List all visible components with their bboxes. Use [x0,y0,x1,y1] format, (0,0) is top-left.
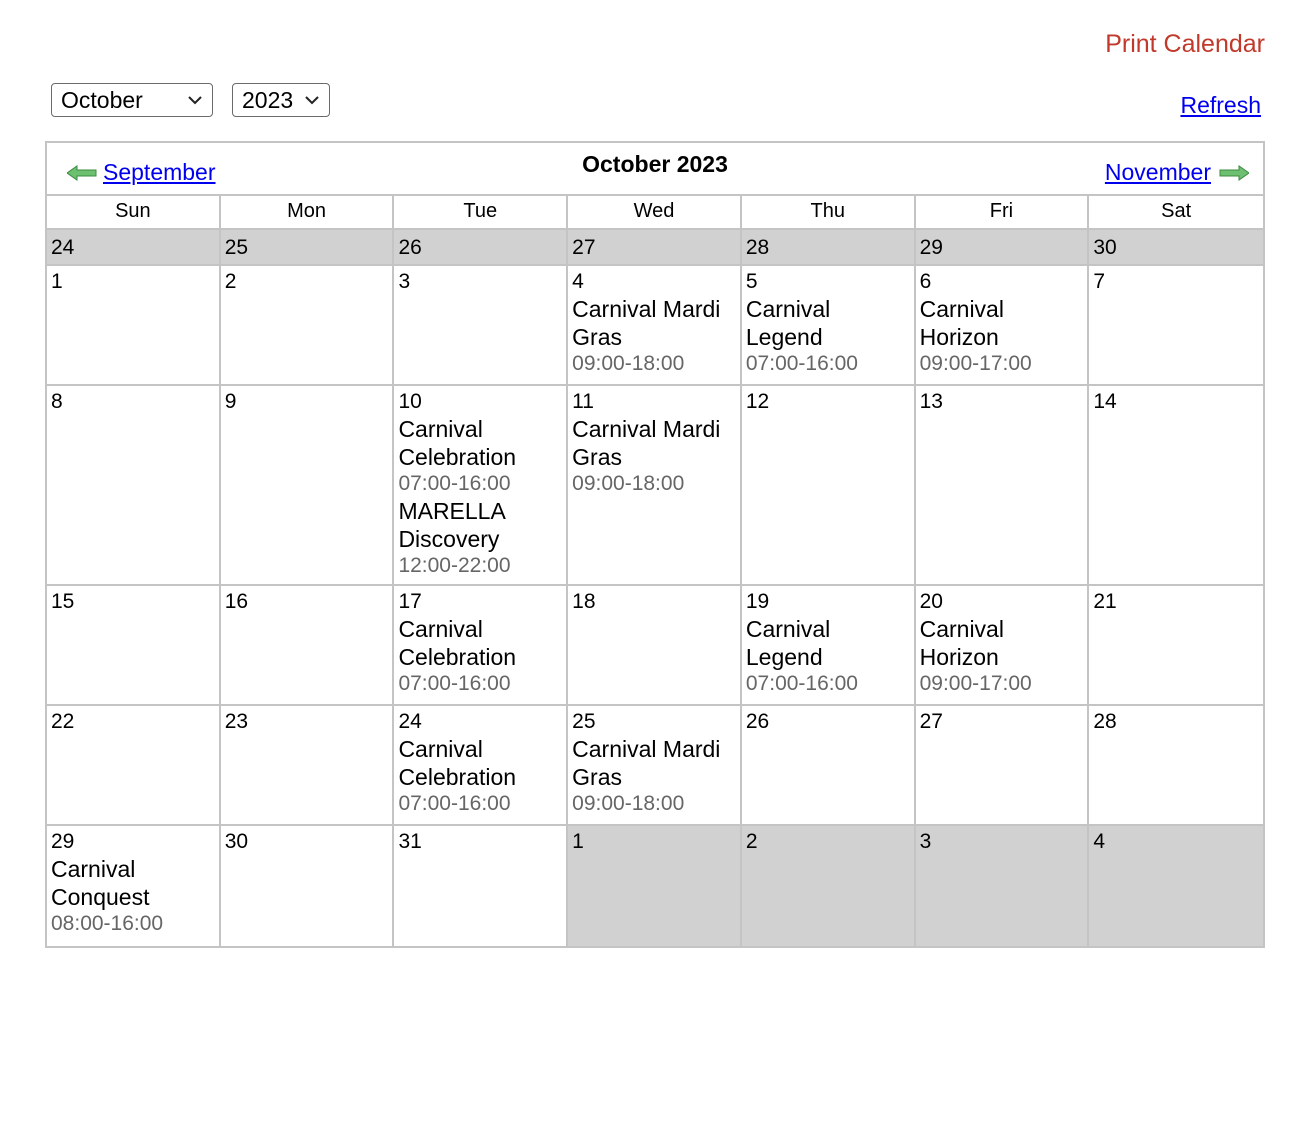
weekday-header: Fri [916,196,1090,228]
day-number: 6 [919,270,932,293]
month-select[interactable] [51,83,213,117]
day-number: 24 [51,236,75,259]
day-number: 30 [1093,236,1117,259]
calendar-event[interactable] [572,415,736,497]
event-name: Carnival Mardi Gras [572,296,721,350]
event-time: 07:00-16:00 [745,352,858,375]
calendar-day-cell-other-month[interactable] [742,230,916,264]
weekday-header: Mon [221,196,395,228]
event-name: Carnival Legend [745,616,831,670]
day-number: 13 [919,390,943,413]
day-number: 29 [51,830,75,853]
next-month-link[interactable] [1105,159,1249,186]
calendar-day-cell[interactable] [916,586,1090,704]
calendar-day-cell[interactable] [394,826,568,946]
calendar-day-cell-other-month[interactable] [221,230,395,264]
calendar-day-cell[interactable] [742,706,916,824]
day-number: 2 [745,830,758,853]
event-name: Carnival Horizon [919,616,1004,670]
calendar-day-cell-other-month[interactable] [1089,826,1263,946]
day-number: 20 [919,590,943,613]
weekday-header: Sat [1161,200,1192,222]
day-number: 1 [572,830,584,853]
calendar-event[interactable] [398,615,562,697]
calendar-header [47,143,1263,196]
event-time: 09:00-17:00 [919,672,1032,695]
month-select-value: October [61,86,143,113]
event-time: 09:00-18:00 [572,792,685,815]
next-month-label: November [1104,159,1211,185]
day-number: 12 [745,390,770,413]
weekday-header: Wed [568,196,742,228]
day-number: 8 [51,390,63,413]
event-time: 07:00-16:00 [398,472,511,495]
day-number: 9 [224,390,237,413]
day-number: 3 [919,830,932,853]
calendar-day-cell[interactable] [916,266,1090,384]
calendar-week-row [47,826,1263,946]
calendar-day-cell-other-month[interactable] [742,826,916,946]
calendar-week-row [47,266,1263,386]
calendar-event[interactable] [920,615,1084,697]
event-time: 07:00-16:00 [398,672,511,695]
calendar-event[interactable] [398,735,562,817]
event-name: Carnival Celebration [398,616,517,670]
day-number: 19 [745,590,770,613]
calendar-day-cell[interactable] [1089,266,1263,384]
calendar-day-cell-other-month[interactable] [47,230,221,264]
day-number: 26 [398,236,422,259]
calendar-day-cell[interactable] [742,386,916,584]
day-number: 1 [51,270,63,293]
day-number: 4 [572,270,584,293]
calendar-day-cell[interactable] [1089,706,1263,824]
calendar-day-cell[interactable] [47,706,221,824]
calendar-day-cell-other-month[interactable] [568,826,742,946]
calendar-day-cell[interactable] [742,266,916,384]
day-number: 27 [919,710,943,733]
event-time: 07:00-16:00 [745,672,858,695]
calendar-day-cell[interactable] [221,266,395,384]
calendar-day-cell[interactable] [47,586,221,704]
event-time: 08:00-16:00 [51,912,164,935]
calendar-day-cell[interactable] [47,386,221,584]
refresh-link[interactable]: Refresh [1180,92,1261,118]
day-number: 4 [1093,830,1105,853]
calendar-day-cell[interactable] [221,826,395,946]
day-number: 26 [745,710,770,733]
day-number: 28 [745,236,770,259]
calendar-day-cell[interactable] [221,386,395,584]
calendar-day-cell-other-month[interactable] [916,826,1090,946]
weekday-header-row [47,196,1263,230]
chevron-down-icon [186,91,204,109]
year-select-value: 2023 [242,86,294,113]
day-number: 3 [398,270,411,293]
event-name: Carnival Mardi Gras [572,736,721,790]
calendar-day-cell[interactable] [742,586,916,704]
calendar-day-cell[interactable] [47,826,221,946]
print-calendar-link[interactable]: Print Calendar [1105,30,1265,58]
day-number: 23 [224,710,249,733]
calendar-day-cell[interactable] [394,586,568,704]
calendar-day-cell[interactable] [916,386,1090,584]
calendar-day-cell[interactable] [568,266,742,384]
event-name: Carnival Conquest [51,856,150,910]
calendar-day-cell-other-month[interactable] [916,230,1090,264]
chevron-down-icon [303,91,321,109]
calendar-event[interactable] [746,295,910,377]
calendar-grid [47,230,1263,946]
event-name: Carnival Mardi Gras [572,416,721,470]
arrow-right-icon [1219,165,1249,181]
calendar-week-row [47,386,1263,586]
day-number: 16 [224,590,249,613]
calendar-day-cell[interactable] [394,386,568,584]
calendar-day-cell[interactable] [221,706,395,824]
calendar-day-cell[interactable] [394,266,568,384]
event-time: 09:00-17:00 [919,352,1032,375]
calendar-day-cell-other-month[interactable] [568,230,742,264]
calendar-week-row [47,586,1263,706]
calendar-day-cell[interactable] [221,586,395,704]
calendar-event[interactable] [920,295,1084,377]
year-select[interactable] [232,83,330,117]
day-number: 17 [398,590,422,613]
day-number: 11 [572,390,594,413]
day-number: 28 [1093,710,1117,733]
calendar-day-cell[interactable] [394,706,568,824]
day-number: 27 [572,236,596,259]
event-name: Carnival Legend [745,296,831,350]
calendar-event[interactable] [746,615,910,697]
event-time: 12:00-22:00 [398,554,511,577]
calendar-event[interactable] [572,735,736,817]
calendar-week-row [47,706,1263,826]
day-number: 2 [224,270,237,293]
day-number: 29 [919,236,943,259]
calendar-day-cell-other-month[interactable] [394,230,568,264]
prev-month-label: September [103,159,216,185]
calendar-week-row [47,230,1263,266]
day-number: 18 [572,590,596,613]
calendar [45,141,1265,948]
weekday-header: Thu [742,196,916,228]
calendar-title: October 2023 [582,151,728,177]
day-number: 25 [572,710,596,733]
calendar-day-cell-other-month[interactable] [1089,230,1263,264]
day-number: 25 [224,236,249,259]
calendar-day-cell[interactable] [916,706,1090,824]
day-number: 5 [745,270,758,293]
calendar-event[interactable] [398,497,562,579]
weekday-header: Tue [394,196,568,228]
day-number: 7 [1093,270,1105,293]
day-number: 22 [51,710,75,733]
event-name: MARELLA Discovery [398,498,505,552]
day-number: 24 [398,710,422,733]
event-name: Carnival Celebration [398,416,517,470]
day-number: 15 [51,590,75,613]
event-time: 09:00-18:00 [572,352,685,375]
day-number: 14 [1093,390,1117,413]
event-name: Carnival Celebration [398,736,517,790]
event-time: 09:00-18:00 [572,472,685,495]
day-number: 21 [1093,590,1117,613]
calendar-day-cell[interactable] [568,386,742,584]
calendar-day-cell[interactable] [1089,586,1263,704]
event-time: 07:00-16:00 [398,792,511,815]
event-name: Carnival Horizon [919,296,1004,350]
weekday-header: Sun [47,196,221,228]
calendar-event[interactable] [51,855,215,937]
calendar-event[interactable] [398,415,562,497]
day-number: 10 [398,390,422,413]
day-number: 30 [224,830,249,853]
calendar-day-cell[interactable] [1089,386,1263,584]
calendar-day-cell[interactable] [47,266,221,384]
calendar-day-cell[interactable] [568,586,742,704]
day-number: 31 [398,830,422,853]
calendar-event[interactable] [572,295,736,377]
calendar-day-cell[interactable] [568,706,742,824]
